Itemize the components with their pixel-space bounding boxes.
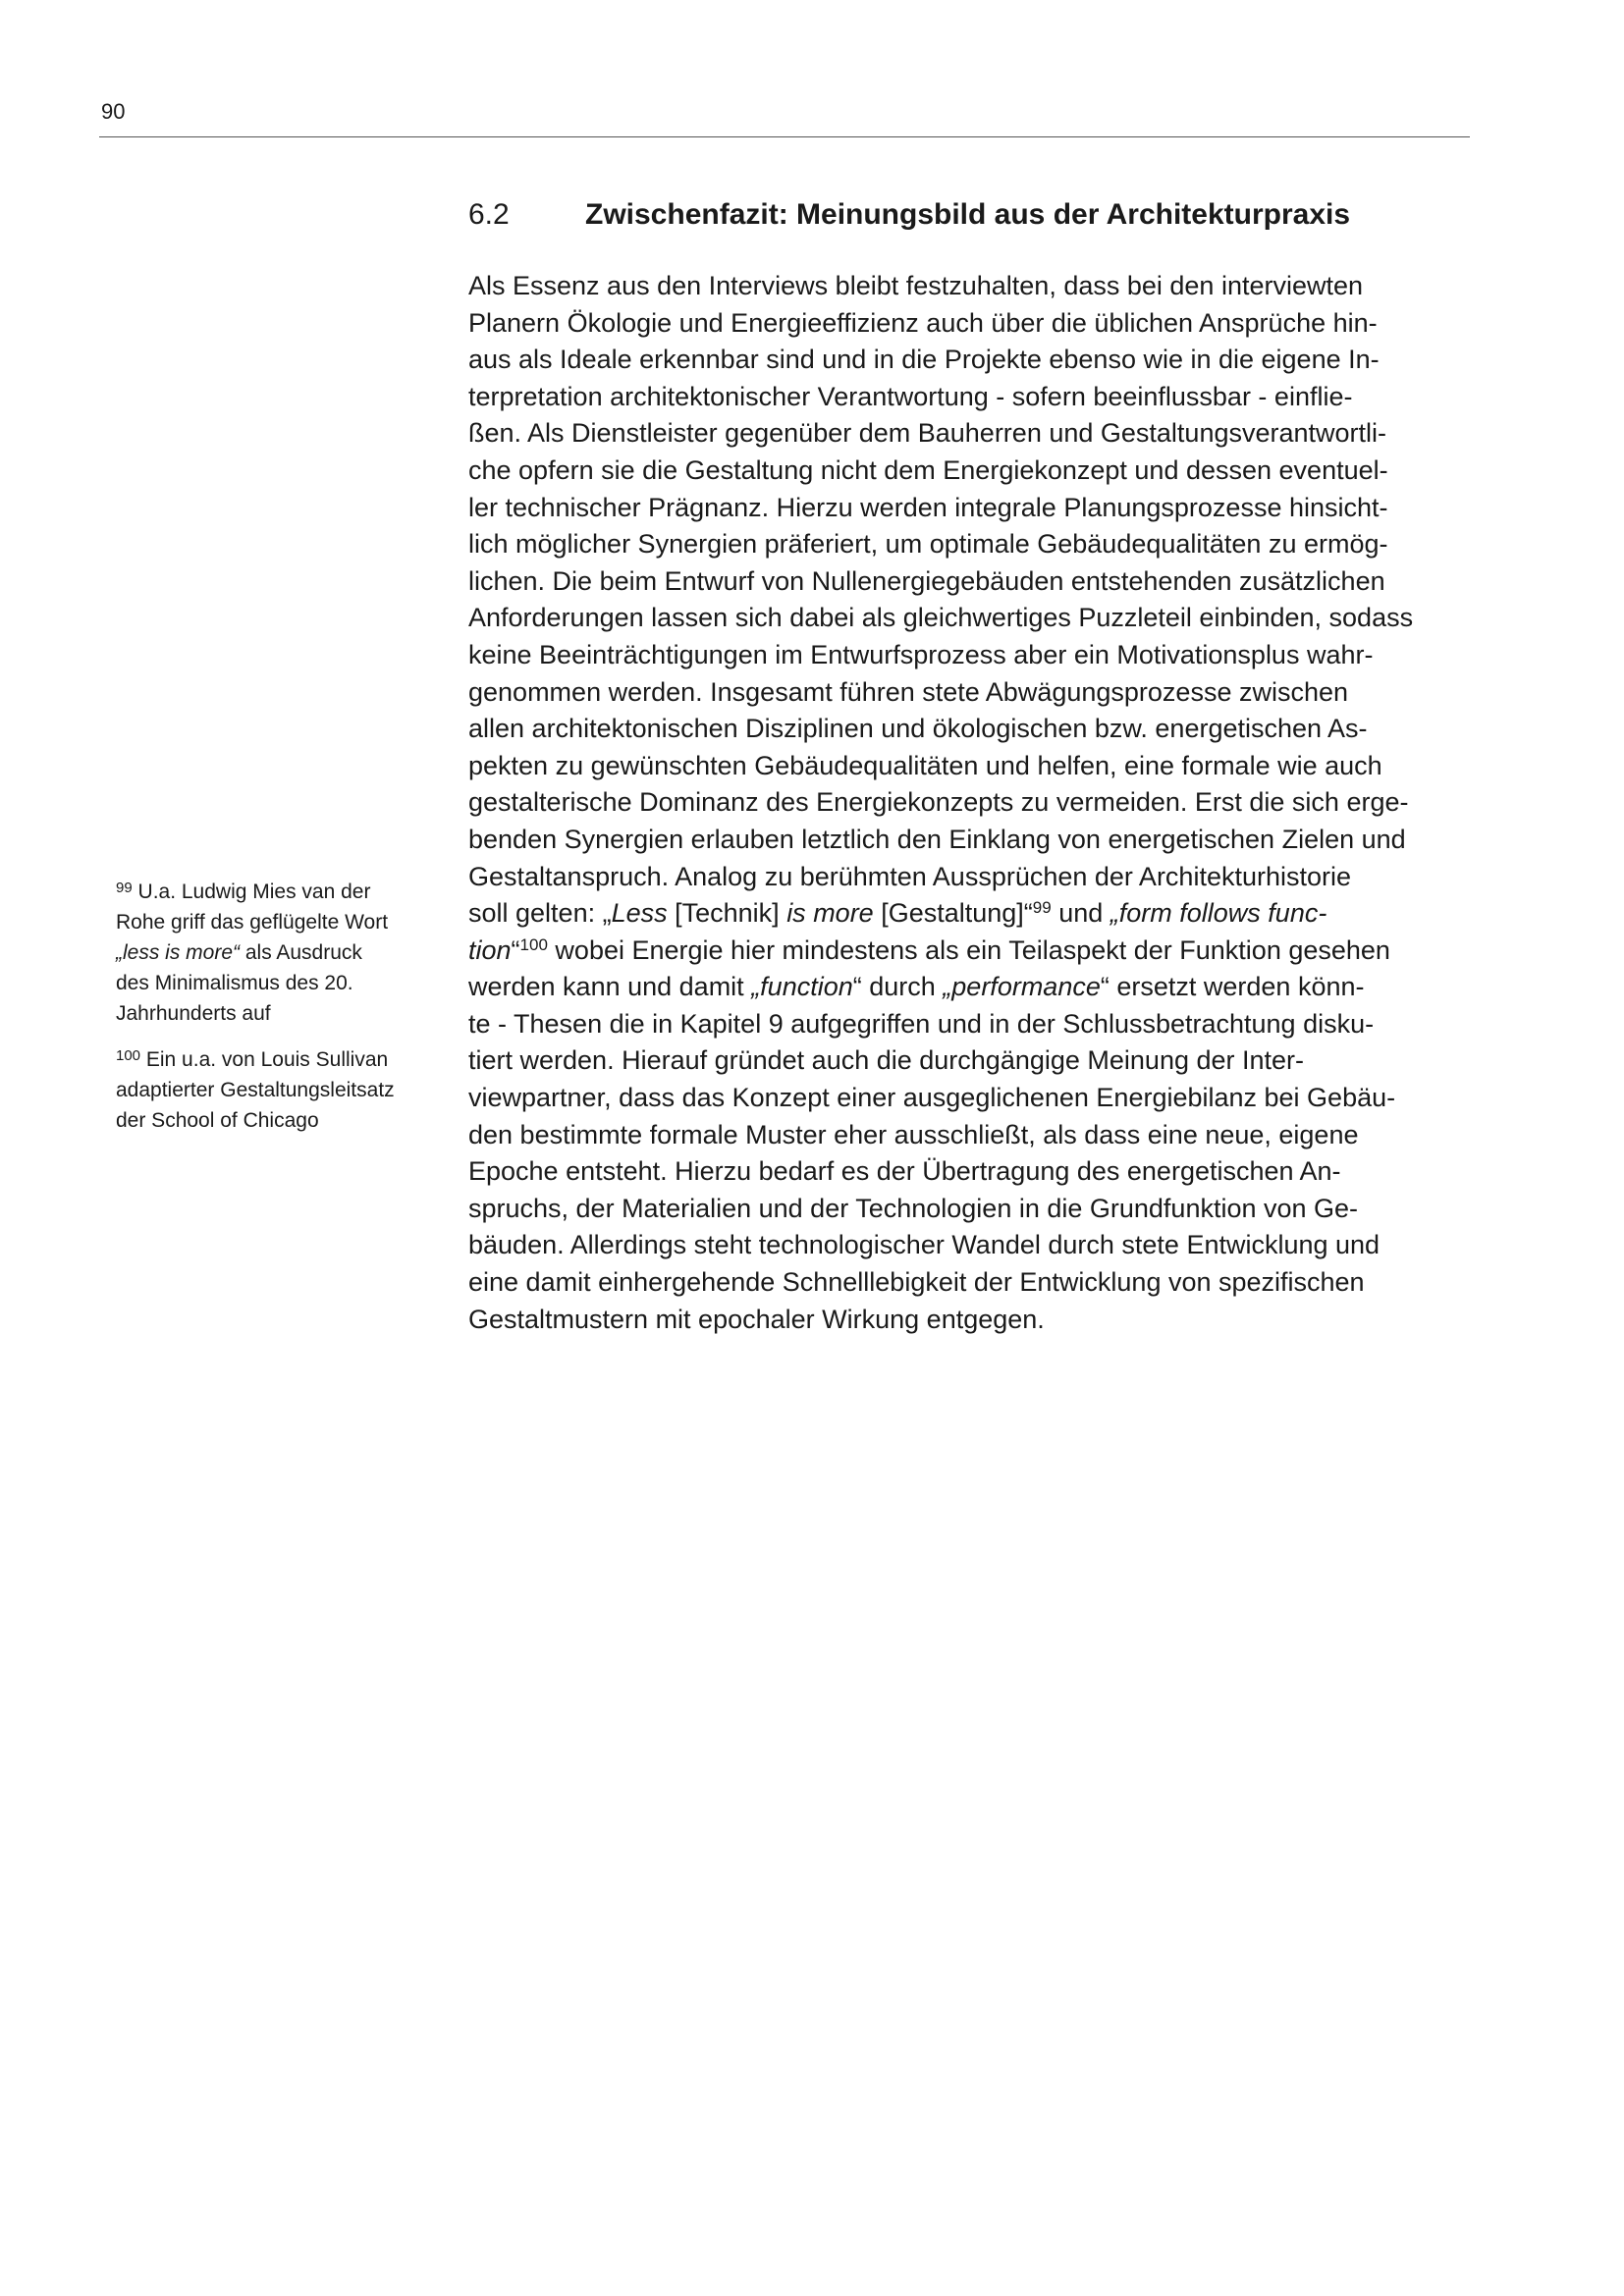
text-run: U.a. Ludwig Mies van der xyxy=(132,881,371,903)
body-line: eine damit einhergehende Schnelllebigkeit der Entwicklung von spezifischen xyxy=(468,1267,1365,1298)
italic-run: „form follows func- xyxy=(1110,898,1327,929)
body-line-function-performance xyxy=(468,969,1450,1006)
body-line: Epoche entsteht. Hierzu bedarf es der Übertragung des energetischen An- xyxy=(468,1156,1341,1187)
italic-run: tion xyxy=(468,934,512,965)
footnote-line xyxy=(116,1044,440,1075)
body-line: terpretation architektonischer Verantwortung - sofern beeinflussbar - einflie- xyxy=(468,381,1353,411)
italic-run: is more xyxy=(786,898,874,929)
footnote-mark: 100 xyxy=(116,1047,141,1064)
body-line: Planern Ökologie und Energieeffizienz auch über die üblichen Ansprüche hin- xyxy=(468,307,1378,338)
body-line: viewpartner, dass das Konzept einer ausgeglichenen Energiebilanz bei Gebäu- xyxy=(468,1083,1396,1113)
body-line: spruchs, der Materialien und der Technologien in die Grundfunktion von Ge- xyxy=(468,1193,1359,1223)
text-run: [Gestaltung]“ xyxy=(873,898,1033,929)
body-line: benden Synergien erlauben letztlich den Einklang von energetischen Zielen und xyxy=(468,824,1406,854)
body-line: aus als Ideale erkennbar sind und in die Projekte ebenso wie in die eigene In- xyxy=(468,345,1380,375)
body-line: keine Beeinträchtigungen im Entwurfsprozess aber ein Motivationsplus wahr- xyxy=(468,639,1374,669)
footnote-ref-100[interactable]: 100 xyxy=(519,934,548,954)
italic-run: „less is more“ xyxy=(116,941,241,964)
body-line: tiert werden. Hierauf gründet auch die durchgängige Meinung der Inter- xyxy=(468,1045,1305,1076)
body-line: pekten zu gewünschten Gebäudequalitäten und helfen, eine formale wie auch xyxy=(468,750,1382,780)
italic-run: Less xyxy=(611,898,668,929)
page-number: 90 xyxy=(101,99,126,124)
section-title: Zwischenfazit: Meinungsbild aus der Architekturpraxis xyxy=(585,198,1351,231)
footnote-99 xyxy=(116,877,440,1029)
footnote-line: adaptierter Gestaltungsleitsatz xyxy=(116,1079,395,1101)
text-run: “ xyxy=(511,934,520,965)
body-line-quote-form-follows-function xyxy=(468,933,1450,970)
body-line: Anforderungen lassen sich dabei als gleichwertiges Puzzleteil einbinden, sodass xyxy=(468,603,1414,633)
body-line: Als Essenz aus den Interviews bleibt festzuhalten, dass bei den interviewten xyxy=(468,271,1364,300)
text-run: soll gelten: „ xyxy=(468,898,612,929)
footnote-line: der School of Chicago xyxy=(116,1109,319,1132)
margin-footnotes xyxy=(116,877,440,1151)
footnote-ref-99[interactable]: 99 xyxy=(1032,898,1052,918)
italic-run: „performance xyxy=(943,972,1101,1002)
text-run: und xyxy=(1051,898,1110,929)
text-run: “ durch xyxy=(852,972,944,1002)
body-line: ler technischer Prägnanz. Hierzu werden integrale Planungsprozesse hinsicht- xyxy=(468,492,1388,522)
body-text xyxy=(468,268,1450,1338)
body-line: che opfern sie die Gestaltung nicht dem Energiekonzept und dessen eventuel- xyxy=(468,454,1388,485)
body-line: lich möglicher Synergien präferiert, um optimale Gebäudequalitäten zu ermög- xyxy=(468,529,1388,560)
body-line-quote-less-is-more xyxy=(468,895,1450,933)
body-line: gestalterische Dominanz des Energiekonzepts zu vermeiden. Erst die sich erge- xyxy=(468,787,1409,818)
italic-run: „function xyxy=(751,972,853,1002)
text-run: als Ausdruck xyxy=(240,941,362,964)
text-run: werden kann und damit xyxy=(468,972,752,1002)
header-rule xyxy=(99,136,1470,137)
footnote-line xyxy=(116,937,440,968)
footnote-line xyxy=(116,877,440,907)
footnote-mark: 99 xyxy=(116,880,133,896)
body-line: Gestaltmustern mit epochaler Wirkung entgegen. xyxy=(468,1304,1045,1334)
body-line: den bestimmte formale Muster eher ausschließt, als dass eine neue, eigene xyxy=(468,1119,1359,1149)
body-line: Gestaltanspruch. Analog zu berühmten Aussprüchen der Architekturhistorie xyxy=(468,861,1352,891)
body-line: te - Thesen die in Kapitel 9 aufgegriffen und in der Schlussbetrachtung disku- xyxy=(468,1008,1375,1039)
footnote-line: Rohe griff das geflügelte Wort xyxy=(116,911,389,934)
body-line: bäuden. Allerdings steht technologischer Wandel durch stete Entwicklung und xyxy=(468,1230,1380,1260)
body-line: ßen. Als Dienstleister gegenüber dem Bauherren und Gestaltungsverantwortli- xyxy=(468,418,1387,449)
section-heading xyxy=(468,195,1470,235)
section-number: 6.2 xyxy=(468,198,510,231)
text-run: Ein u.a. von Louis Sullivan xyxy=(140,1048,389,1071)
text-run: “ ersetzt werden könn- xyxy=(1100,972,1365,1002)
footnote-line: des Minimalismus des 20. xyxy=(116,972,353,994)
footnote-100 xyxy=(116,1044,440,1136)
body-line: lichen. Die beim Entwurf von Nullenergiegebäuden entstehenden zusätzlichen xyxy=(468,565,1385,596)
text-run: wobei Energie hier mindestens als ein Teilaspekt der Funktion gesehen xyxy=(547,934,1390,965)
footnote-line: Jahrhunderts auf xyxy=(116,1002,271,1025)
body-line: genommen werden. Insgesamt führen stete Abwägungsprozesse zwischen xyxy=(468,676,1349,707)
body-line: allen architektonischen Disziplinen und ökologischen bzw. energetischen As- xyxy=(468,714,1368,744)
text-run: [Technik] xyxy=(667,898,787,929)
